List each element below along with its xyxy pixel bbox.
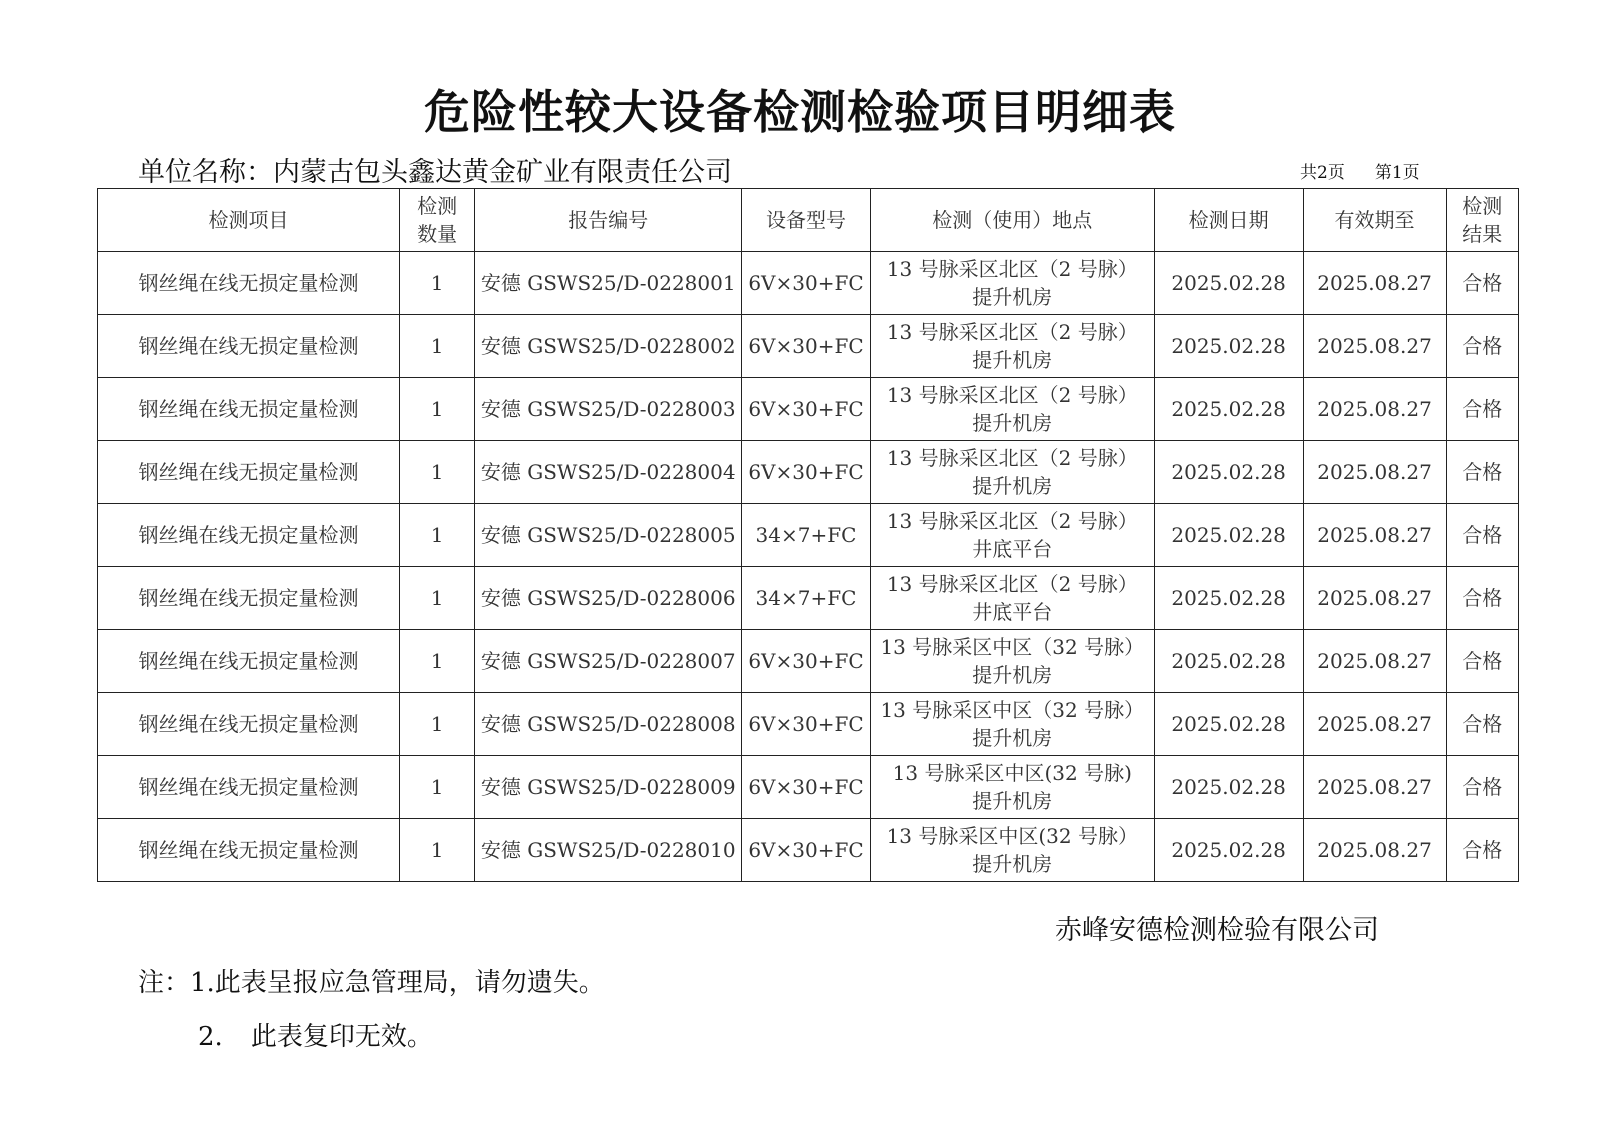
cell-valid: 2025.08.27: [1303, 819, 1446, 882]
cell-location: 13 号脉采区北区（2 号脉） 提升机房: [870, 441, 1154, 504]
cell-result: 合格: [1446, 567, 1519, 630]
cell-qty: 1: [399, 441, 474, 504]
page-indicator: [1300, 158, 1450, 183]
page-current: 第1页: [1374, 163, 1420, 183]
cell-date: 2025.02.28: [1154, 378, 1303, 441]
cell-report: 安德 GSWS25/D-0228005: [475, 504, 742, 567]
cell-date: 2025.02.28: [1154, 567, 1303, 630]
cell-item: 钢丝绳在线无损定量检测: [98, 252, 400, 315]
cell-qty: 1: [399, 756, 474, 819]
cell-valid: 2025.08.27: [1303, 315, 1446, 378]
cell-valid: 2025.08.27: [1303, 378, 1446, 441]
cell-qty: 1: [399, 630, 474, 693]
cell-date: 2025.02.28: [1154, 756, 1303, 819]
cell-model: 34×7+FC: [742, 504, 871, 567]
cell-result: 合格: [1446, 378, 1519, 441]
header-location: 检测（使用）地点: [870, 189, 1154, 252]
header-valid: 有效期至: [1303, 189, 1446, 252]
cell-result: 合格: [1446, 819, 1519, 882]
note-1: 注：1.此表呈报应急管理局，请勿遗失。: [138, 968, 605, 998]
cell-date: 2025.02.28: [1154, 252, 1303, 315]
cell-valid: 2025.08.27: [1303, 693, 1446, 756]
cell-location: 13 号脉采区中区(32 号脉） 提升机房: [870, 819, 1154, 882]
cell-location: 13 号脉采区中区（32 号脉） 提升机房: [870, 630, 1154, 693]
cell-model: 34×7+FC: [742, 567, 871, 630]
header-item: 检测项目: [98, 189, 400, 252]
header-date: 检测日期: [1154, 189, 1303, 252]
cell-report: 安德 GSWS25/D-0228006: [475, 567, 742, 630]
cell-report: 安德 GSWS25/D-0228010: [475, 819, 742, 882]
cell-item: 钢丝绳在线无损定量检测: [98, 567, 400, 630]
cell-qty: 1: [399, 252, 474, 315]
cell-date: 2025.02.28: [1154, 441, 1303, 504]
cell-model: 6V×30+FC: [742, 756, 871, 819]
table-row: [98, 504, 1519, 567]
cell-model: 6V×30+FC: [742, 693, 871, 756]
cell-date: 2025.02.28: [1154, 504, 1303, 567]
table-row: [98, 567, 1519, 630]
table-row: [98, 378, 1519, 441]
page-total: 共2页: [1300, 163, 1345, 183]
note-2: [198, 1016, 433, 1053]
cell-result: 合格: [1446, 504, 1519, 567]
cell-report: 安德 GSWS25/D-0228008: [475, 693, 742, 756]
table-row: [98, 693, 1519, 756]
cell-location: 13 号脉采区北区（2 号脉） 提升机房: [870, 378, 1154, 441]
header-model: 设备型号: [742, 189, 871, 252]
cell-qty: 1: [399, 819, 474, 882]
cell-location: 13 号脉采区北区（2 号脉） 井底平台: [870, 567, 1154, 630]
inspection-table: [97, 188, 1519, 882]
cell-qty: 1: [399, 567, 474, 630]
cell-location: 13 号脉采区北区（2 号脉） 提升机房: [870, 315, 1154, 378]
cell-model: 6V×30+FC: [742, 252, 871, 315]
cell-item: 钢丝绳在线无损定量检测: [98, 693, 400, 756]
cell-model: 6V×30+FC: [742, 315, 871, 378]
cell-item: 钢丝绳在线无损定量检测: [98, 756, 400, 819]
cell-valid: 2025.08.27: [1303, 504, 1446, 567]
cell-result: 合格: [1446, 756, 1519, 819]
cell-qty: 1: [399, 693, 474, 756]
header-result: 检测 结果: [1446, 189, 1519, 252]
cell-qty: 1: [399, 315, 474, 378]
table-row: [98, 819, 1519, 882]
cell-result: 合格: [1446, 693, 1519, 756]
note-2-number: 2.: [198, 1022, 223, 1052]
cell-date: 2025.02.28: [1154, 630, 1303, 693]
cell-qty: 1: [399, 378, 474, 441]
cell-valid: 2025.08.27: [1303, 630, 1446, 693]
cell-result: 合格: [1446, 252, 1519, 315]
cell-location: 13 号脉采区中区(32 号脉) 提升机房: [870, 756, 1154, 819]
cell-date: 2025.02.28: [1154, 315, 1303, 378]
table-row: [98, 630, 1519, 693]
cell-model: 6V×30+FC: [742, 441, 871, 504]
cell-item: 钢丝绳在线无损定量检测: [98, 378, 400, 441]
table-header-row: [98, 189, 1519, 252]
cell-result: 合格: [1446, 441, 1519, 504]
cell-item: 钢丝绳在线无损定量检测: [98, 630, 400, 693]
cell-result: 合格: [1446, 315, 1519, 378]
header-qty: 检测 数量: [399, 189, 474, 252]
cell-report: 安德 GSWS25/D-0228001: [475, 252, 742, 315]
document-title: 危险性较大设备检测检验项目明细表: [424, 85, 1176, 139]
issuing-company: 赤峰安德检测检验有限公司: [1055, 915, 1379, 946]
table-row: [98, 315, 1519, 378]
cell-location: 13 号脉采区北区（2 号脉） 提升机房: [870, 252, 1154, 315]
cell-report: 安德 GSWS25/D-0228002: [475, 315, 742, 378]
header-report: 报告编号: [475, 189, 742, 252]
unit-name: 单位名称：内蒙古包头鑫达黄金矿业有限责任公司: [138, 157, 732, 188]
cell-report: 安德 GSWS25/D-0228003: [475, 378, 742, 441]
cell-qty: 1: [399, 504, 474, 567]
cell-model: 6V×30+FC: [742, 378, 871, 441]
table-row: [98, 756, 1519, 819]
cell-location: 13 号脉采区北区（2 号脉） 井底平台: [870, 504, 1154, 567]
cell-location: 13 号脉采区中区（32 号脉） 提升机房: [870, 693, 1154, 756]
cell-item: 钢丝绳在线无损定量检测: [98, 819, 400, 882]
cell-result: 合格: [1446, 630, 1519, 693]
table-row: [98, 441, 1519, 504]
cell-item: 钢丝绳在线无损定量检测: [98, 504, 400, 567]
cell-valid: 2025.08.27: [1303, 441, 1446, 504]
cell-report: 安德 GSWS25/D-0228007: [475, 630, 742, 693]
cell-item: 钢丝绳在线无损定量检测: [98, 441, 400, 504]
cell-valid: 2025.08.27: [1303, 252, 1446, 315]
cell-report: 安德 GSWS25/D-0228009: [475, 756, 742, 819]
cell-model: 6V×30+FC: [742, 819, 871, 882]
cell-valid: 2025.08.27: [1303, 567, 1446, 630]
note-2-text: 此表复印无效。: [250, 1022, 433, 1052]
cell-date: 2025.02.28: [1154, 693, 1303, 756]
cell-report: 安德 GSWS25/D-0228004: [475, 441, 742, 504]
cell-model: 6V×30+FC: [742, 630, 871, 693]
cell-item: 钢丝绳在线无损定量检测: [98, 315, 400, 378]
cell-valid: 2025.08.27: [1303, 756, 1446, 819]
cell-date: 2025.02.28: [1154, 819, 1303, 882]
table-row: [98, 252, 1519, 315]
